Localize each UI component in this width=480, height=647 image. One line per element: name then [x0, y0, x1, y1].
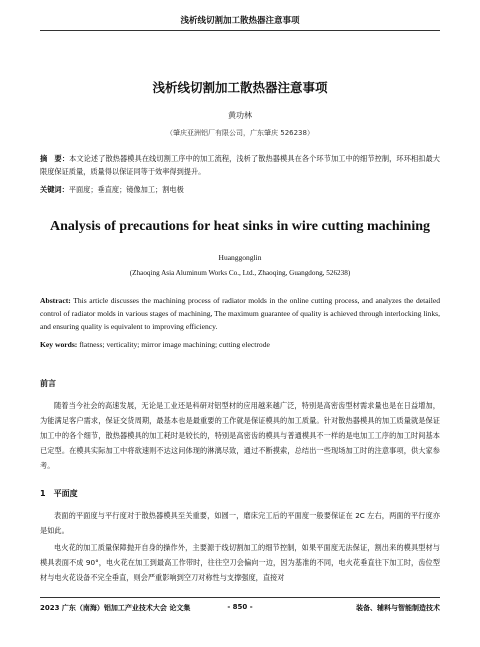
flatness-paragraph-1: 表面的平面度与平行度对于散热器模具至关重要，如圆一，磨床完工后的平面度一般要保证在 2C 左右，两面的平行度亦是如此。	[40, 511, 440, 535]
preface-paragraph: 随着当今社会的高速发展，无论是工业还是科研对铝型材的应用越来越广泛，特别是高密齿型材需求量也是在日益增加，为能满足客户需求，保证交货周期，最基本也是最重要的工作就是保证模具的加工质量。针对散热器模具的加工质量就是保证加工中的各个细节，散热器模具的加工耗时是较长的，特别是高密齿的模具与普通模具不一样的是电加工工序的加工时间基本已定型。在模具实际加工中将欲速则不达这问体现的淋漓尽致，通过不断摸索，总结出一些现场加工时的注意事项，供大家参考。	[40, 401, 440, 470]
chinese-keywords-label: 关键词：	[40, 185, 69, 194]
chinese-affiliation: （肇庆亚洲铝厂有限公司，广东肇庆 526238）	[166, 129, 314, 137]
chinese-abstract-text: 本文论述了散热器模具在线切割工序中的加工流程，浅析了散热器模具在各个环节加工中的细节控制，环环相扣最大限度保证质量，质量得以保证同等于效率得到提升。	[40, 154, 440, 176]
chinese-keywords-text: 平面度；垂直度；镜像加工；割电极	[68, 185, 184, 194]
english-keywords-label: Key words:	[40, 340, 78, 349]
running-head: 浅析线切割加工散热器注意事项	[180, 16, 300, 26]
section-heading-preface: 前言	[40, 379, 56, 388]
english-keywords	[40, 338, 440, 351]
chinese-keywords	[40, 183, 440, 196]
footer-rule	[40, 597, 440, 598]
english-author: Huanggonglin	[218, 253, 262, 262]
header-rule	[40, 30, 440, 31]
english-keywords-text: flatness; verticality; mirror image machining; cutting electrode	[79, 340, 270, 349]
chinese-abstract	[40, 152, 440, 178]
footer-page-number: - 850 -	[227, 603, 253, 611]
footer-section: 装备、辅料与智能制造技术	[356, 604, 440, 612]
english-affiliation: (Zhaoqing Asia Aluminum Works Co., Ltd., Zhaoqing, Guangdong, 526238)	[129, 269, 351, 277]
chinese-author: 黄功林	[228, 111, 252, 120]
english-abstract-text: This article discusses the machining process of radiator molds in the online cutting process, and analyzes the detailed control of radiator molds in various stages of machining, The maximum guarantee of quality is achieved through interlocking links, and ensuring quality is equivalent to improving efficiency.	[40, 296, 440, 331]
chinese-abstract-label: 摘 要：	[40, 154, 70, 163]
english-title: Analysis of precautions for heat sinks in wire cutting machining	[50, 219, 430, 234]
english-abstract	[40, 294, 440, 333]
english-abstract-label: Abstract:	[40, 296, 71, 305]
footer-proceedings: 2023 广东（南海）铝加工产业技术大会 论文集	[40, 604, 191, 612]
chinese-title: 浅析线切割加工散热器注意事项	[152, 80, 328, 95]
section-heading-flatness: 1 平面度	[40, 489, 78, 498]
flatness-paragraph-2: 电火花的加工质量保障抛开自身的操作外，主要源于线切割加工的细节控制，如果平面度无法保证，割出来的模具型材与模具表面不成 90°，电火花在加工到最高工作带时，往往空刀会偏向一边，因为基准的不同，电火花垂直往下加工时，齿位型材与电火花设备不完全垂直，则会严重影响到空刀对称性与支撑强度，直接对	[40, 543, 440, 582]
